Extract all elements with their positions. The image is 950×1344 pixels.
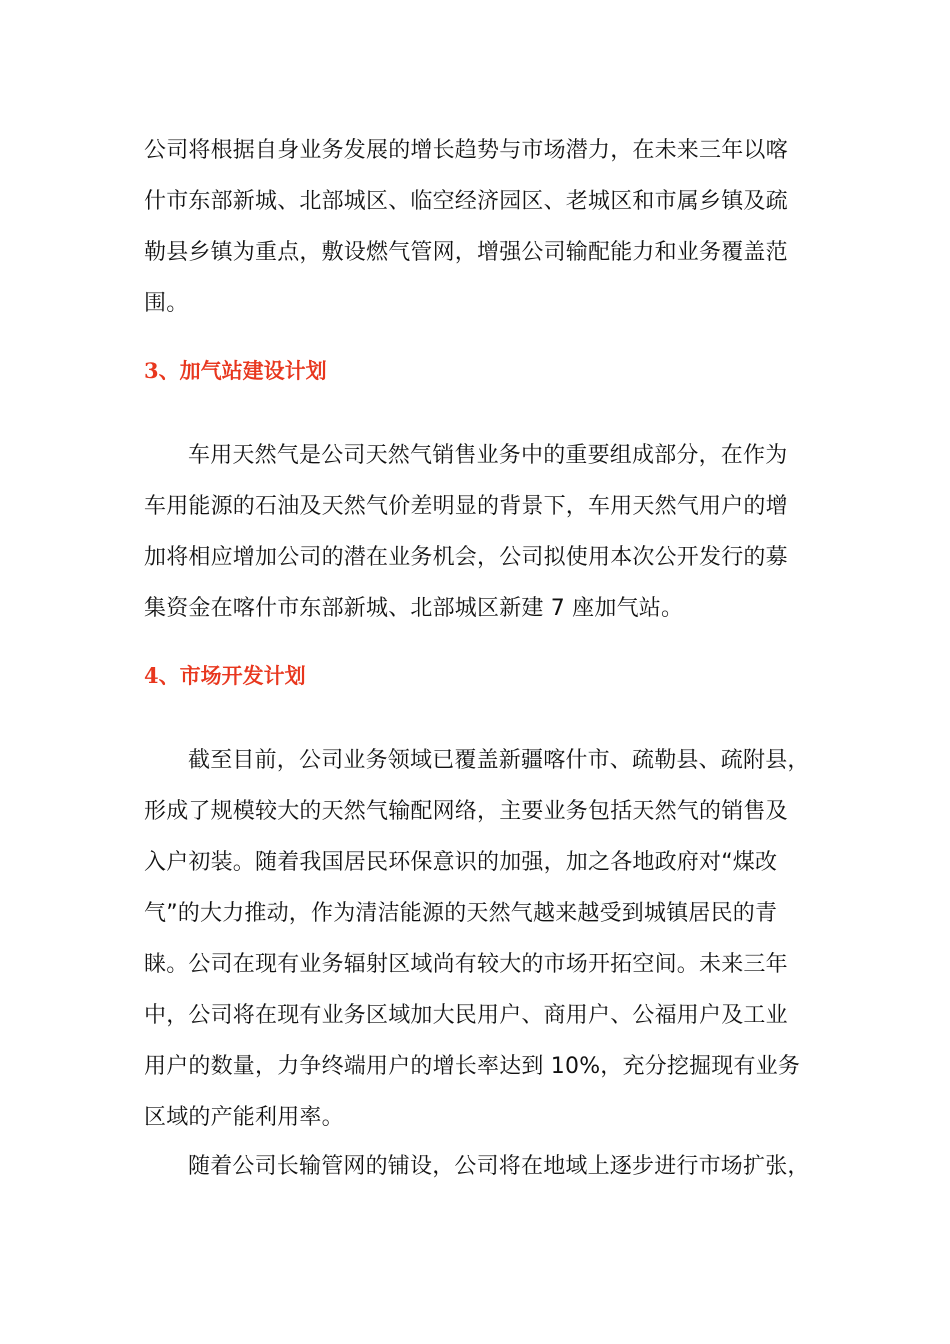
text-line: 随着公司长输管网的铺设，公司将在地域上逐步进行市场扩张， (188, 1154, 810, 1179)
text-line: 中，公司将在现有业务区域加大民用户、商用户、公福用户及工业 (144, 1003, 788, 1028)
paragraph-gas-station-plan (144, 430, 800, 634)
text-line: 区域的产能利用率。 (144, 1105, 344, 1130)
section-heading-market-development-plan: 4、市场开发计划 (144, 663, 306, 688)
text-line: 集资金在喀什市东部新城、北部城区新建 7 座加气站。 (144, 596, 684, 621)
paragraph-market-expansion (144, 1141, 810, 1192)
text-line: 勒县乡镇为重点，敷设燃气管网，增强公司输配能力和业务覆盖范 (144, 240, 788, 265)
text-line: 形成了规模较大的天然气输配网络，主要业务包括天然气的销售及 (144, 799, 788, 824)
text-line: 气”的大力推动，作为清洁能源的天然气越来越受到城镇居民的青 (144, 901, 778, 926)
text-line: 车用能源的石油及天然气价差明显的背景下，车用天然气用户的增 (144, 494, 788, 519)
text-line: 加将相应增加公司的潜在业务机会，公司拟使用本次公开发行的募 (144, 545, 788, 570)
text-line: 什市东部新城、北部城区、临空经济园区、老城区和市属乡镇及疏 (144, 189, 788, 214)
text-line: 入户初装。随着我国居民环保意识的加强，加之各地政府对“煤改 (144, 850, 778, 875)
paragraph-market-development (144, 735, 810, 1143)
paragraph-pipeline-plan (144, 125, 800, 329)
section-heading-gas-station-plan: 3、加气站建设计划 (144, 358, 327, 383)
text-line: 围。 (144, 291, 189, 316)
text-line: 睐。公司在现有业务辐射区域尚有较大的市场开拓空间。未来三年 (144, 952, 788, 977)
text-line: 车用天然气是公司天然气销售业务中的重要组成部分，在作为 (188, 443, 788, 468)
text-line: 用户的数量，力争终端用户的增长率达到 10%，充分挖掘现有业务 (144, 1054, 801, 1079)
text-line: 公司将根据自身业务发展的增长趋势与市场潜力，在未来三年以喀 (144, 138, 788, 163)
text-line: 截至目前，公司业务领域已覆盖新疆喀什市、疏勒县、疏附县， (188, 748, 810, 773)
